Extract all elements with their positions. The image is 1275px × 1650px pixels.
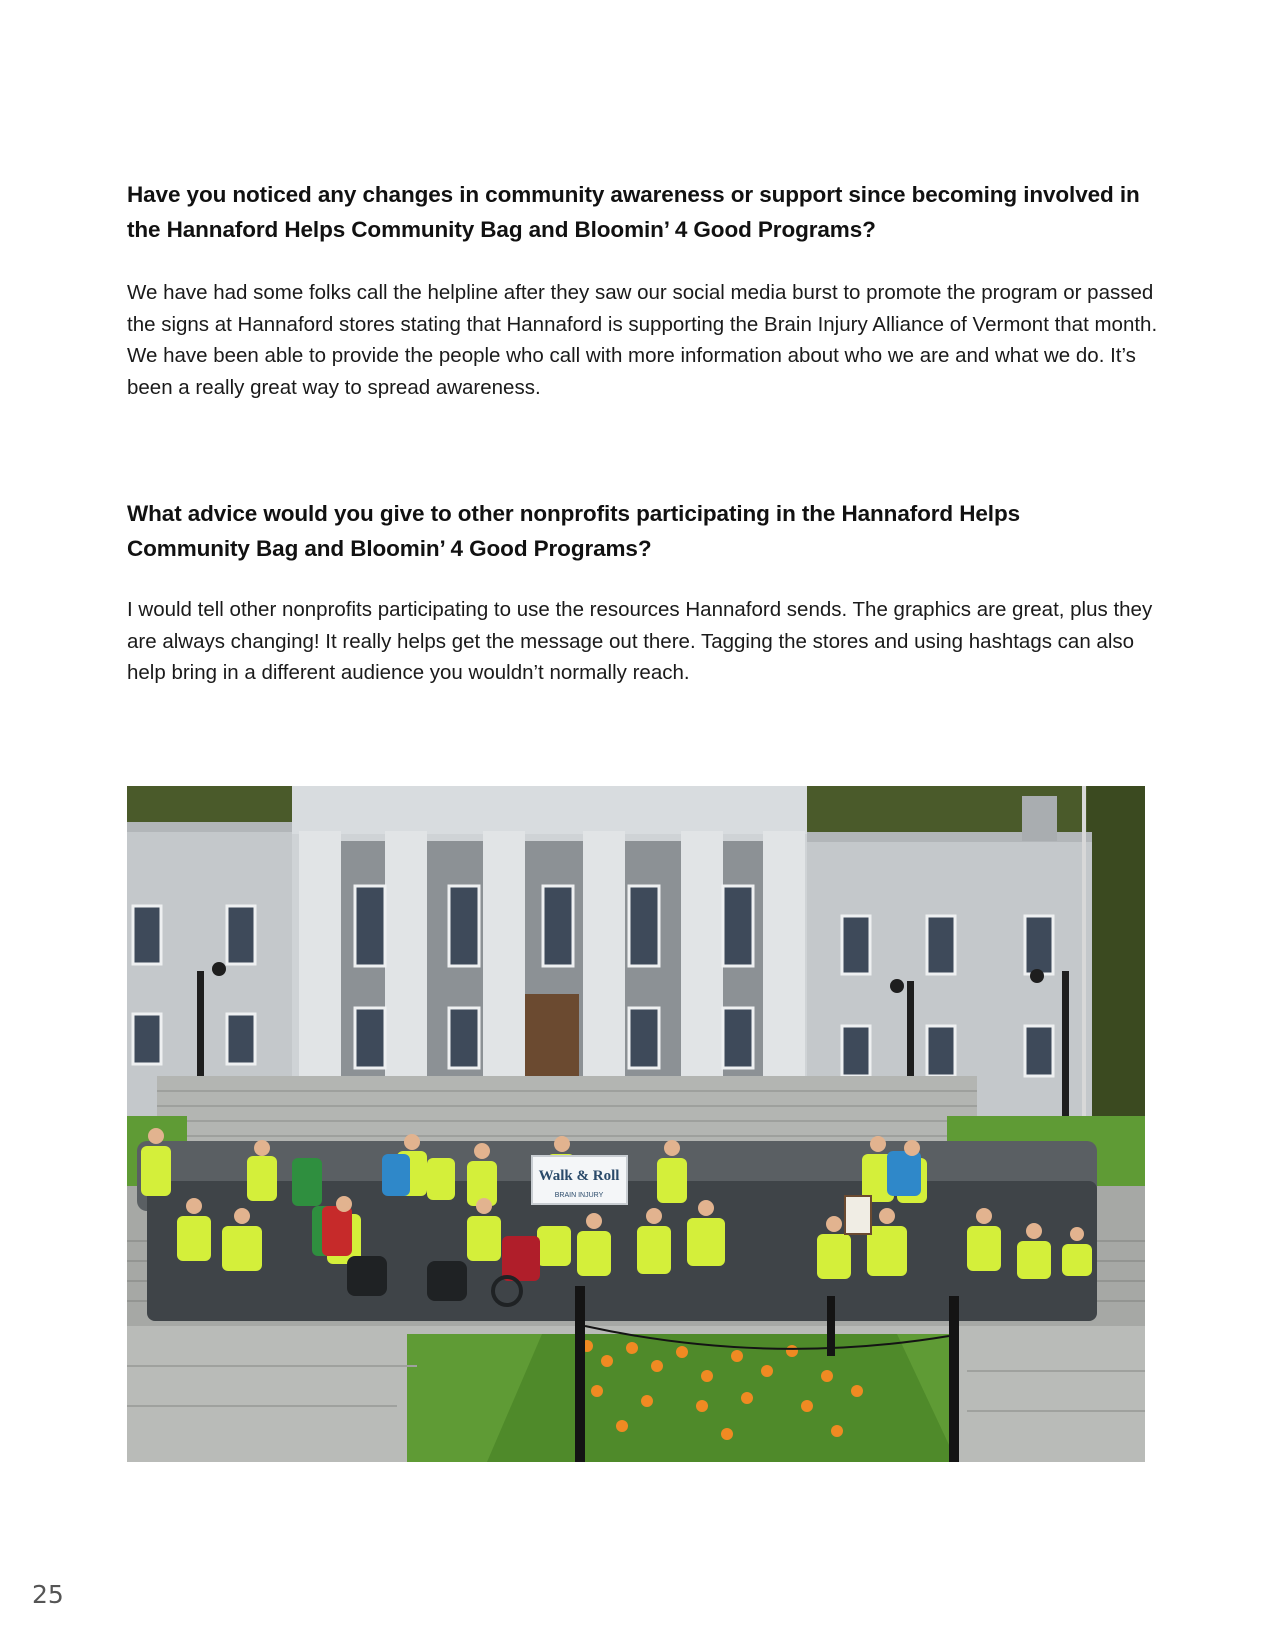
building-door — [525, 994, 579, 1080]
question-heading-advice: What advice would you give to other nonprofits participating in the Hannaford Helps Community Bag and Bloomin’ 4 Good Programs? — [127, 501, 1020, 561]
question-heading-community-awareness: Have you noticed any changes in community awareness or support since becoming involved in the Hannaford Helps Community Bag and Bloomin’ 4 Good Programs? — [127, 182, 1140, 242]
answer-paragraph-community-awareness: We have had some folks call the helpline after they saw our social media burst to promote the program or passed the signs at Hannaford stores stating that Hannaford is supporting the Brain Injury Alliance of Vermont that month. We have been able to provide the people who call with more information about who we are and what we do. It’s been a really great way to spread awareness. — [127, 281, 1158, 400]
banner-title: Walk & Roll — [538, 1168, 620, 1184]
answer-paragraph-advice: I would tell other nonprofits participating to use the resources Hannaford sends. The graphics are great, plus they are always changing! It really helps get the message out there. Tagging the stores and using hashtags can also help bring in a different audience you wouldn’t normally reach. — [127, 598, 1153, 685]
page-number: 25 — [32, 1580, 64, 1609]
group-photo-walk-and-roll — [127, 786, 1145, 1462]
banner-subtitle: BRAIN INJURY — [554, 1192, 604, 1199]
